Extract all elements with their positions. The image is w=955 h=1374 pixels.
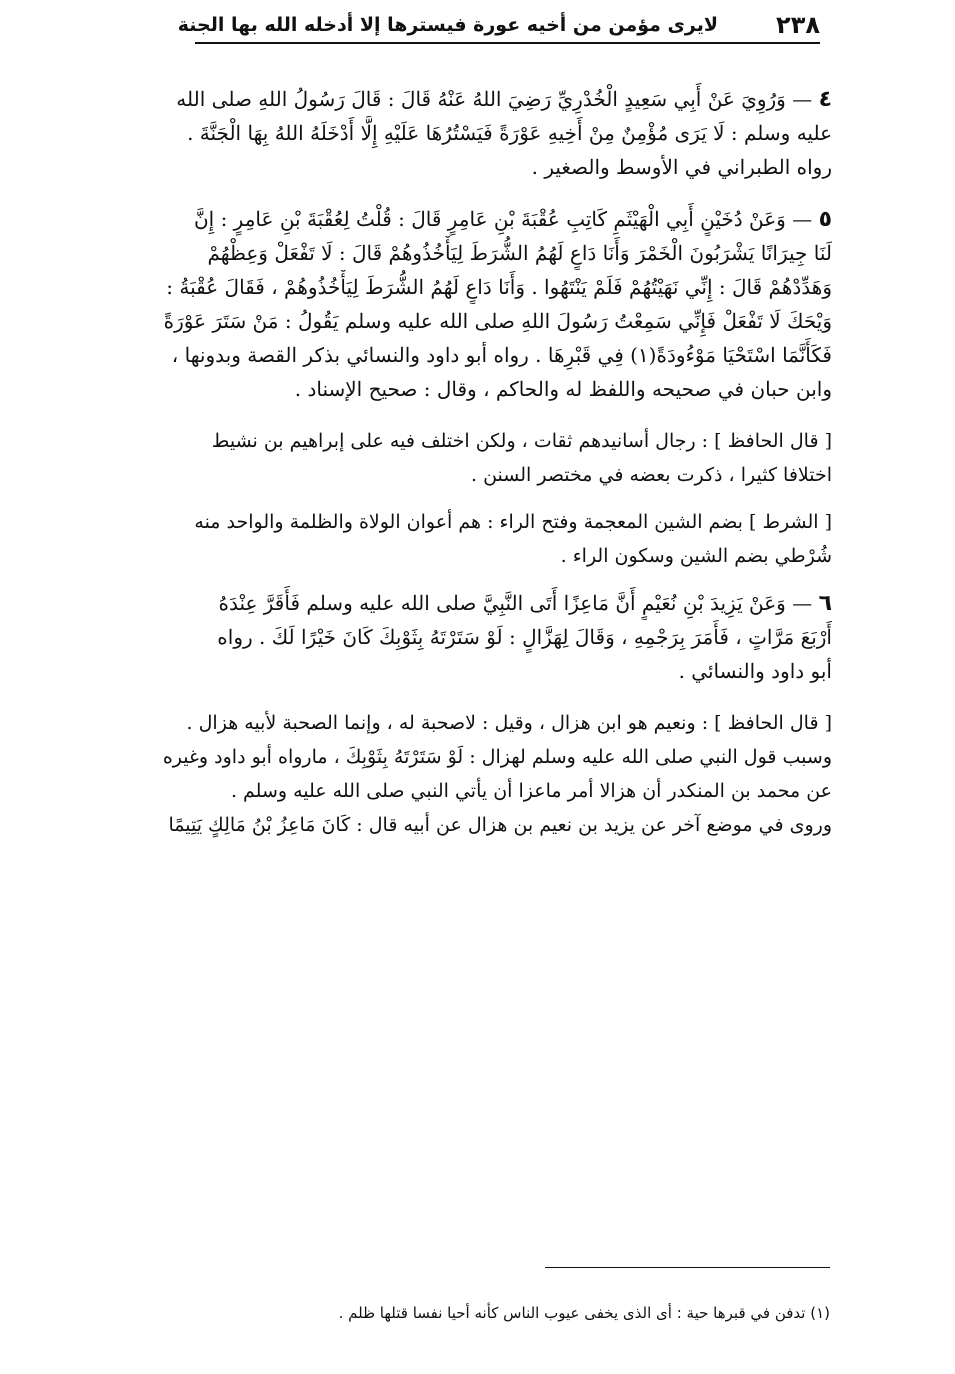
text-line: وَهَدِّدْهُمْ قَالَ : إِنِّي نَهَيْتُهُمْ فَلَمْ يَنْتَهُوا . وَأَنَا دَاعٍ لَهُمُ الشُّرَطَ لِيَأْخُذُوهُمْ ، فَقَالَ عُقْبَةُ : — [166, 275, 832, 299]
hafiz-note-2 — [82, 706, 832, 842]
hadith-6 — [82, 586, 832, 688]
hafiz-note-1 — [82, 424, 832, 492]
text-line: فَكَأَنَّمَا اسْتَحْيَا مَوْءُودَةً(١) فِي قَبْرِهَا . رواه أبو داود والنسائي بذكر القصة وبدونها ، — [171, 343, 832, 367]
text-line: وَيْحَكَ لَا تَفْعَلْ فَإِنِّي سَمِعْتُ رَسُولَ اللهِ صلى الله عليه وسلم يَقُولُ : مَنْ سَتَرَ عَوْرَةً — [163, 309, 832, 333]
text-line: وروى في موضع آخر عن يزيد بن نعيم بن هزال عن أبيه قال : كَانَ مَاعِزُ بْنُ مَالِكٍ يَتِيمًا — [168, 814, 832, 836]
text-line: [ قال الحافظ ] : رجال أسانيدهم ثقات ، ولكن اختلف فيه على إبراهيم بن نشيط — [211, 430, 832, 452]
text-line: أَرْبَعَ مَرَّاتٍ ، فَأَمَرَ بِرَجْمِهِ ، وَقَالَ لِهَزَّالٍ : لَوْ سَتَرْتَهُ بِثَوْبِكَ كَانَ خَيْرًا لَكَ . رواه — [217, 625, 832, 649]
text-line: لَنَا جِيرَانًا يَشْرَبُونَ الْخَمْرَ وَأَنَا دَاعٍ لَهُمُ الشُّرَطَ لِيَأْخُذُوهُمْ قَالَ : لَا تَفْعَلْ وَعِظْهُمْ — [207, 241, 832, 265]
hadith-4 — [82, 82, 832, 184]
footnote-divider — [545, 1267, 830, 1268]
running-title: لايرى مؤمن من أخيه عورة فيسترها إلا أدخله الله بها الجنة — [177, 14, 719, 36]
text-line: وسبب قول النبي صلى الله عليه وسلم لهزال : لَوْ سَتَرْتَهُ بِثَوْبِكَ ، مارواه أبو داود وغيره — [162, 746, 832, 768]
page-body — [82, 82, 832, 855]
footnote: (١) تدفن في قبرها حية : أى الذى يخفى عيوب الناس كأنه أحيا نفسا قتلها ظلم . — [338, 1304, 830, 1322]
hadith-number: ٤ — [818, 87, 832, 112]
line-text: — وَرُوِيَ عَنْ أَبِي سَعِيدٍ الْخُدْرِيِّ رَضِيَ اللهُ عَنْهُ قَالَ : قَالَ رَسُولُ اللهِ صلى الله — [176, 87, 813, 111]
text-line: [ قال الحافظ ] : ونعيم هو ابن هزال ، وقيل : لاصحبة له ، وإنما الصحبة لأبيه هزال . — [186, 712, 832, 734]
page-header — [177, 8, 820, 44]
text-line — [82, 586, 832, 620]
text-line: عن محمد بن المنكدر أن هزالا أمر ماعزا أن يأتي النبي صلى الله عليه وسلم . — [230, 780, 832, 802]
line-text: — وَعَنْ دُخَيْنٍ أَبِي الْهَيْثَمِ كَاتِبِ عُقْبَةَ بْنِ عَامِرٍ قَالَ : قُلْتُ لِعُقْبَةَ بْنِ عَامِرٍ : إِنَّ — [193, 207, 813, 231]
line-text: — وَعَنْ يَزِيدَ بْنِ نُعَيْمٍ أَنَّ مَاعِزًا أَتَى النَّبِيَّ صلى الله عليه وسلم فَأَقَرَّ عِنْدَهُ — [218, 591, 813, 615]
hadith-number: ٥ — [818, 207, 832, 232]
text-line: [ الشرط ] بضم الشين المعجمة وفتح الراء : هم أعوان الولاة والظلمة والواحد منه — [194, 511, 832, 533]
shurat-note — [82, 505, 832, 573]
text-line: وابن حبان في صحيحه واللفظ له والحاكم ، وقال : صحيح الإسناد . — [294, 377, 832, 401]
text-line: شُرْطي بضم الشين وسكون الراء . — [560, 545, 832, 567]
text-line: رواه الطبراني في الأوسط والصغير . — [531, 155, 832, 179]
page-number: ٢٣٨ — [776, 11, 820, 39]
text-line: أبو داود والنسائي . — [678, 659, 832, 683]
text-line: عليه وسلم : لَا يَرَى مُؤْمِنٌ مِنْ أَخِيهِ عَوْرَةً فَيَسْتُرُهَا عَلَيْهِ إِلَّا أَدْخَلَهُ اللهُ بِهَا الْجَنَّةَ . — [187, 121, 832, 145]
text-line — [82, 202, 832, 236]
text-line — [82, 82, 832, 116]
hadith-5 — [82, 202, 832, 406]
text-line: اختلافا كثيرا ، ذكرت بعضه في مختصر السنن . — [471, 464, 832, 486]
hadith-number: ٦ — [818, 591, 832, 616]
